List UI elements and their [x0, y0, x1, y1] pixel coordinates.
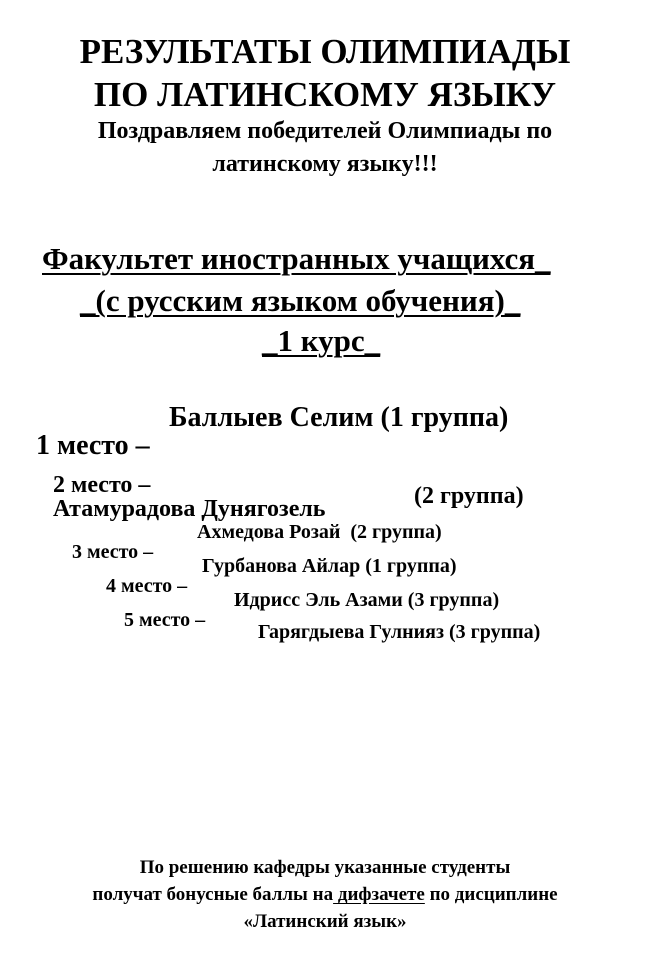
congrats-line-1: Поздравляем победителей Олимпиады по — [97, 118, 553, 144]
title-line-2: ПО ЛАТИНСКОМУ ЯЗЫКУ — [93, 75, 557, 114]
winner-name-second: Гарягдыева Гулнияз (3 группа) — [258, 621, 541, 643]
note-line-2 — [0, 885, 650, 904]
note-underlined-term: дифзачете — [333, 884, 425, 905]
note-text: по дисциплине — [424, 884, 558, 905]
winner-name: Идрисс Эль Азами (3 группа) — [234, 589, 500, 611]
note-text: получат бонусные баллы на — [92, 884, 334, 905]
note-line-1: По решению кафедры указанные студенты — [139, 857, 511, 878]
winner-name: Атамурадова Дунягозель — [53, 496, 326, 522]
course-line: _1 курс_ — [262, 323, 381, 358]
winner-name: Гурбанова Айлар (1 группа) — [202, 555, 457, 577]
title-line-1: РЕЗУЛЬТАТЫ ОЛИМПИАДЫ — [79, 32, 571, 71]
congrats-line-2: латинскому языку!!! — [212, 151, 438, 177]
place-label: 1 место – — [36, 430, 150, 461]
result-second-place — [41, 449, 326, 521]
note-line-3: «Латинский язык» — [243, 911, 407, 932]
winner-name: Баллыев Селим (1 группа) — [169, 402, 509, 433]
faculty-line-1: Факультет иностранных учащихся_ — [42, 241, 551, 276]
winner-group: (2 группа) — [414, 483, 524, 509]
place-label: 3 место – — [72, 541, 154, 563]
faculty-line-2: _(с русским языком обучения)_ — [80, 283, 521, 318]
place-label: 2 место – — [53, 472, 151, 498]
winner-name: Ахмедова Розай (2 группа) — [197, 521, 442, 543]
place-label: 4 место – — [106, 575, 188, 597]
place-label: 5 место – — [124, 609, 206, 631]
